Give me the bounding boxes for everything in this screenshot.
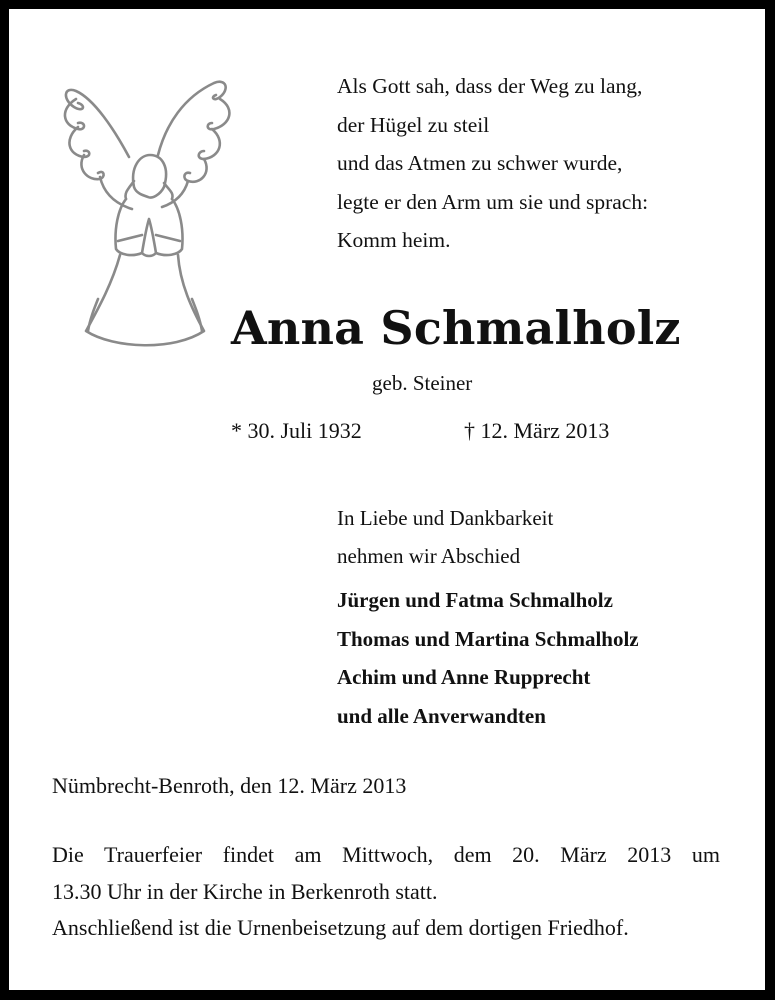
angel-icon	[54, 69, 244, 359]
poem-line: Als Gott sah, dass der Weg zu lang,	[337, 74, 643, 98]
poem-line: der Hügel zu steil	[337, 112, 490, 137]
maiden-name: geb. Steiner	[372, 371, 473, 395]
farewell-line: In Liebe und Dankbarkeit	[337, 506, 554, 530]
obituary-notice	[9, 9, 765, 990]
birth-date: * 30. Juli 1932	[231, 418, 362, 443]
poem-line: legte er den Arm um sie und sprach:	[337, 189, 649, 214]
mourner: Achim und Anne Rupprecht	[337, 665, 591, 689]
deceased-name: Anna Schmalholz	[231, 301, 681, 355]
farewell-line: nehmen wir Abschied	[337, 544, 521, 568]
service-info-line: Anschließend ist die Urnenbeisetzung auf dem dortigen Friedhof.	[52, 915, 629, 940]
service-info-line: Die Trauerfeier findet am Mittwoch, dem 20. März 2013 um	[52, 842, 720, 867]
mourner: und alle Anverwandten	[337, 703, 546, 728]
mourner: Thomas und Martina Schmalholz	[337, 626, 639, 651]
place-date: Nümbrecht-Benroth, den 12. März 2013	[52, 773, 407, 798]
farewell-text	[337, 499, 553, 575]
death-date: † 12. März 2013	[464, 418, 610, 443]
service-info	[52, 837, 720, 947]
poem-verse	[337, 67, 648, 260]
poem-line: Komm heim.	[337, 228, 451, 252]
service-info-line: 13.30 Uhr in der Kirche in Berkenroth statt.	[52, 878, 438, 904]
mourner: Jürgen und Fatma Schmalholz	[337, 588, 613, 612]
poem-line: und das Atmen zu schwer wurde,	[337, 151, 623, 175]
mourners-list	[337, 581, 639, 735]
